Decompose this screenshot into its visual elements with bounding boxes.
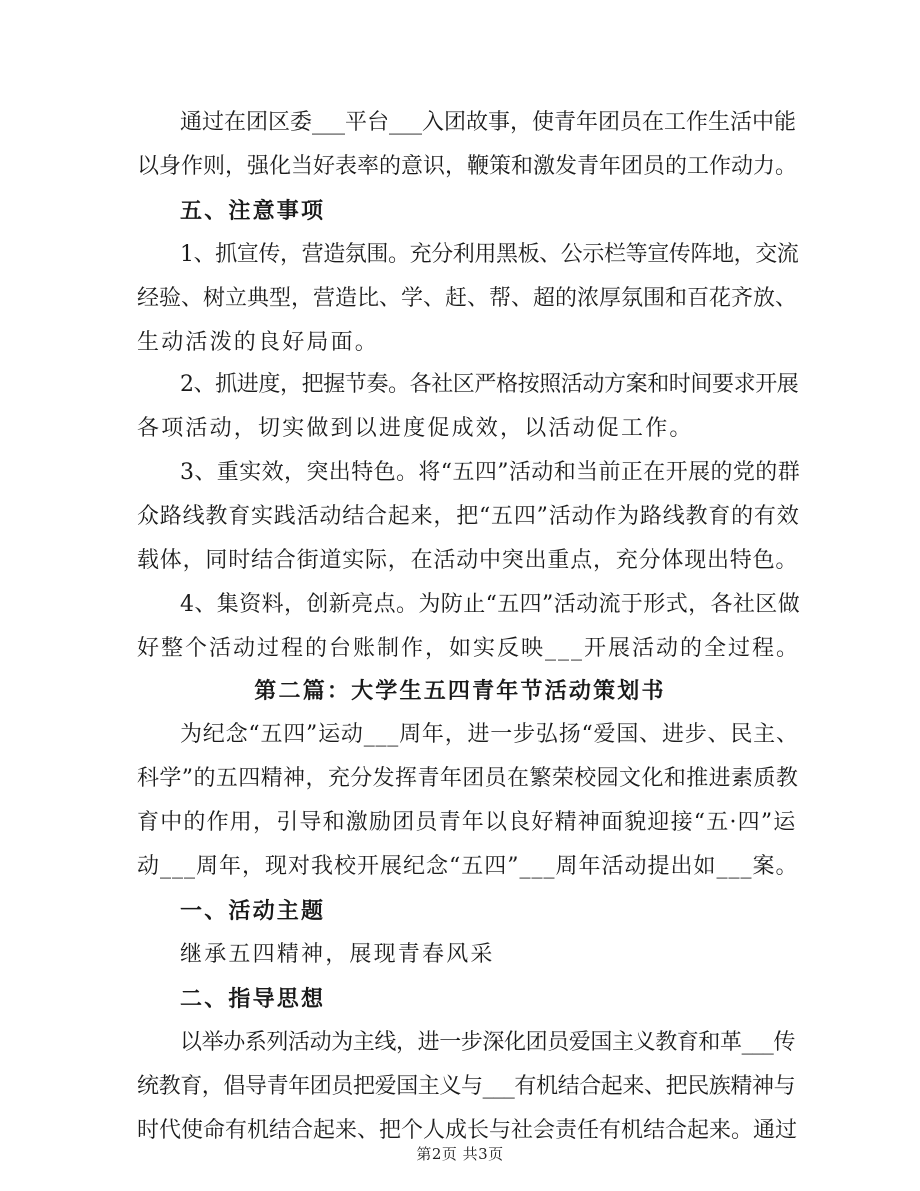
paragraph-line: 时代使命有机结合起来、把个人成长与社会责任有机结合起来。通过 bbox=[137, 1118, 798, 1143]
paragraph-line: 4、集资料，创新亮点。为防止“五四”活动流于形式，各社区做 bbox=[180, 592, 801, 617]
paragraph-line: 统教育，倡导青年团员把爱国主义与___有机结合起来、把民族精神与 bbox=[137, 1074, 796, 1099]
paragraph-line: 动___周年，现对我校开展纪念“五四”___周年活动提出如___案。 bbox=[137, 854, 799, 879]
paragraph-line: 以举办系列活动为主线，进一步深化团员爱国主义教育和革___传 bbox=[180, 1030, 796, 1055]
paragraph-line: 好整个活动过程的台账制作，如实反映___开展活动的全过程。 bbox=[137, 636, 801, 661]
page-number: 第2页 共3页 bbox=[416, 1145, 504, 1163]
paragraph-line: 各项活动，切实做到以进度促成效，以活动促工作。 bbox=[137, 416, 694, 441]
section-heading: 一、活动主题 bbox=[180, 898, 326, 924]
paragraph-line: 1、抓宣传，营造氛围。充分利用黑板、公示栏等宣传阵地，交流 bbox=[180, 242, 799, 267]
paragraph-line: 为纪念“五四”运动___周年，进一步弘扬“爱国、进步、民主、 bbox=[180, 722, 799, 747]
paragraph-line: 科学”的五四精神，充分发挥青年团员在繁荣校园文化和推进素质教 bbox=[137, 766, 799, 791]
paragraph-line: 以身作则，强化当好表率的意识，鞭策和激发青年团员的工作动力。 bbox=[137, 154, 798, 179]
paragraph-line: 2、抓进度，把握节奏。各社区严格按照活动方案和时间要求开展 bbox=[180, 372, 799, 397]
section-heading: 五、注意事项 bbox=[180, 198, 326, 224]
paragraph-line: 通过在团区委___平台___入团故事，使青年团员在工作生活中能 bbox=[180, 110, 797, 135]
paragraph-line: 育中的作用，引导和激励团员青年以良好精神面貌迎接“五·四”运 bbox=[137, 810, 797, 835]
paragraph-line: 3、重实效，突出特色。将“五四”活动和当前正在开展的党的群 bbox=[180, 460, 801, 485]
section-heading: 二、指导思想 bbox=[180, 986, 326, 1012]
paragraph-line: 生动活泼的良好局面。 bbox=[137, 330, 380, 355]
paragraph-line: 经验、树立典型，营造比、学、赶、帮、超的浓厚氛围和百花齐放、 bbox=[137, 286, 798, 311]
chapter-title: 第二篇：大学生五四青年节活动策划书 bbox=[254, 678, 666, 704]
paragraph-line: 继承五四精神，展现青春风采 bbox=[180, 942, 495, 967]
paragraph-line: 载体，同时结合街道实际，在活动中突出重点，充分体现出特色。 bbox=[137, 548, 799, 573]
paragraph-line: 众路线教育实践活动结合起来，把“五四”活动作为路线教育的有效 bbox=[137, 504, 800, 529]
